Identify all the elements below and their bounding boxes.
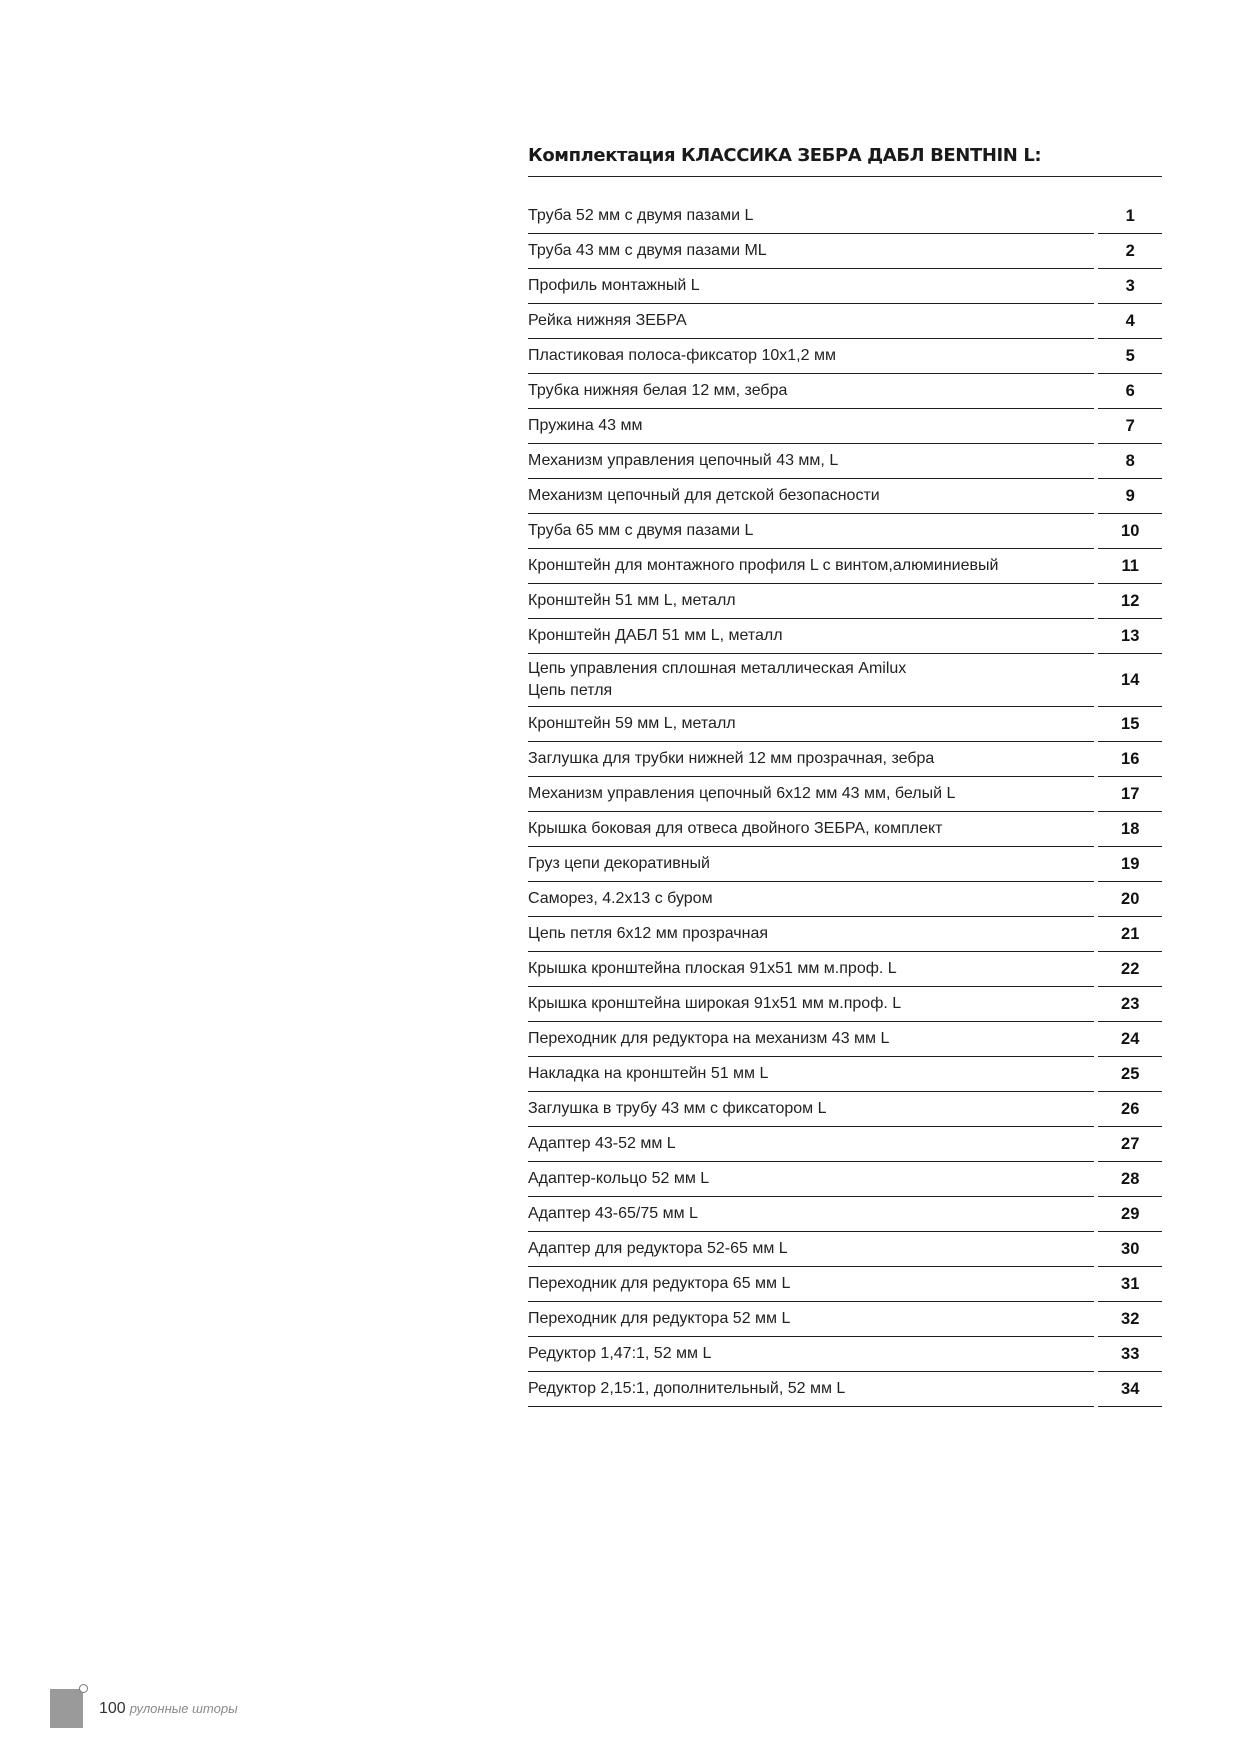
component-number: 30 xyxy=(1096,1232,1162,1267)
component-name: Трубка нижняя белая 12 мм, зебра xyxy=(528,374,1096,409)
component-name: Заглушка для трубки нижней 12 мм прозрачная, зебра xyxy=(528,742,1096,777)
table-row xyxy=(528,1057,1162,1092)
component-number: 16 xyxy=(1096,742,1162,777)
component-number: 20 xyxy=(1096,882,1162,917)
table-row xyxy=(528,584,1162,619)
table-row xyxy=(528,304,1162,339)
component-number: 21 xyxy=(1096,917,1162,952)
section-name: рулонные шторы xyxy=(129,1701,238,1716)
table-row xyxy=(528,199,1162,234)
component-number: 26 xyxy=(1096,1092,1162,1127)
component-name: Заглушка в трубу 43 мм с фиксатором L xyxy=(528,1092,1096,1127)
component-number: 8 xyxy=(1096,444,1162,479)
table-row xyxy=(528,777,1162,812)
component-number: 33 xyxy=(1096,1337,1162,1372)
component-name: Труба 43 мм с двумя пазами ML xyxy=(528,234,1096,269)
component-name: Крышка кронштейна широкая 91х51 мм м.проф. L xyxy=(528,987,1096,1022)
component-name: Адаптер 43-52 мм L xyxy=(528,1127,1096,1162)
table-row xyxy=(528,1162,1162,1197)
component-number: 2 xyxy=(1096,234,1162,269)
table-row xyxy=(528,882,1162,917)
component-name: Переходник для редуктора 52 мм L xyxy=(528,1302,1096,1337)
component-number: 24 xyxy=(1096,1022,1162,1057)
component-name: Адаптер для редуктора 52-65 мм L xyxy=(528,1232,1096,1267)
component-number: 25 xyxy=(1096,1057,1162,1092)
component-name: Цепь управления сплошная металлическая Amilux Цепь петля xyxy=(528,654,1096,707)
table-row xyxy=(528,619,1162,654)
table-row xyxy=(528,812,1162,847)
component-name: Крышка боковая для отвеса двойного ЗЕБРА, комплект xyxy=(528,812,1096,847)
footer-marker-dot xyxy=(79,1684,88,1693)
component-name: Накладка на кронштейн 51 мм L xyxy=(528,1057,1096,1092)
component-number: 27 xyxy=(1096,1127,1162,1162)
table-row xyxy=(528,742,1162,777)
components-table xyxy=(528,199,1162,1407)
component-number: 29 xyxy=(1096,1197,1162,1232)
component-number: 13 xyxy=(1096,619,1162,654)
component-number: 1 xyxy=(1096,199,1162,234)
table-row xyxy=(528,1267,1162,1302)
component-name: Пластиковая полоса-фиксатор 10х1,2 мм xyxy=(528,339,1096,374)
component-number: 28 xyxy=(1096,1162,1162,1197)
component-number: 7 xyxy=(1096,409,1162,444)
components-table-body xyxy=(528,199,1162,1407)
component-number: 31 xyxy=(1096,1267,1162,1302)
page-footer xyxy=(50,1689,238,1728)
table-row xyxy=(528,1197,1162,1232)
table-row xyxy=(528,987,1162,1022)
component-name: Переходник для редуктора 65 мм L xyxy=(528,1267,1096,1302)
table-row xyxy=(528,409,1162,444)
table-row xyxy=(528,654,1162,707)
component-name: Адаптер 43-65/75 мм L xyxy=(528,1197,1096,1232)
table-row xyxy=(528,1337,1162,1372)
component-name: Саморез, 4.2х13 с буром xyxy=(528,882,1096,917)
component-name: Крышка кронштейна плоская 91х51 мм м.проф. L xyxy=(528,952,1096,987)
component-number: 19 xyxy=(1096,847,1162,882)
component-name: Механизм цепочный для детской безопасности xyxy=(528,479,1096,514)
component-number: 15 xyxy=(1096,707,1162,742)
table-row xyxy=(528,479,1162,514)
table-row xyxy=(528,374,1162,409)
page-title: Комплектация КЛАССИКА ЗЕБРА ДАБЛ BENTHIN L: xyxy=(528,145,1162,177)
component-name: Кронштейн 59 мм L, металл xyxy=(528,707,1096,742)
table-row xyxy=(528,952,1162,987)
table-row xyxy=(528,549,1162,584)
table-row xyxy=(528,234,1162,269)
component-number: 34 xyxy=(1096,1372,1162,1407)
component-name: Кронштейн 51 мм L, металл xyxy=(528,584,1096,619)
component-name: Труба 65 мм с двумя пазами L xyxy=(528,514,1096,549)
table-row xyxy=(528,1127,1162,1162)
component-name: Кронштейн ДАБЛ 51 мм L, металл xyxy=(528,619,1096,654)
component-name: Цепь петля 6х12 мм прозрачная xyxy=(528,917,1096,952)
component-name: Механизм управления цепочный 6х12 мм 43 мм, белый L xyxy=(528,777,1096,812)
table-row xyxy=(528,707,1162,742)
component-number: 9 xyxy=(1096,479,1162,514)
component-name: Редуктор 2,15:1, дополнительный, 52 мм L xyxy=(528,1372,1096,1407)
components-section xyxy=(528,145,1162,1407)
component-name: Адаптер-кольцо 52 мм L xyxy=(528,1162,1096,1197)
component-number: 23 xyxy=(1096,987,1162,1022)
component-number: 10 xyxy=(1096,514,1162,549)
component-number: 12 xyxy=(1096,584,1162,619)
table-row xyxy=(528,917,1162,952)
table-row xyxy=(528,1372,1162,1407)
table-row xyxy=(528,339,1162,374)
table-row xyxy=(528,444,1162,479)
component-number: 5 xyxy=(1096,339,1162,374)
footer-marker xyxy=(50,1689,83,1728)
component-number: 22 xyxy=(1096,952,1162,987)
page-number: 100 xyxy=(99,1699,126,1717)
table-row xyxy=(528,1022,1162,1057)
component-name: Рейка нижняя ЗЕБРА xyxy=(528,304,1096,339)
component-number: 4 xyxy=(1096,304,1162,339)
table-row xyxy=(528,514,1162,549)
component-name: Переходник для редуктора на механизм 43 мм L xyxy=(528,1022,1096,1057)
table-row xyxy=(528,1302,1162,1337)
component-number: 11 xyxy=(1096,549,1162,584)
component-number: 17 xyxy=(1096,777,1162,812)
component-name: Труба 52 мм с двумя пазами L xyxy=(528,199,1096,234)
component-name: Груз цепи декоративный xyxy=(528,847,1096,882)
component-name: Редуктор 1,47:1, 52 мм L xyxy=(528,1337,1096,1372)
table-row xyxy=(528,269,1162,304)
table-row xyxy=(528,847,1162,882)
component-name: Кронштейн для монтажного профиля L с винтом,алюминиевый xyxy=(528,549,1096,584)
component-number: 6 xyxy=(1096,374,1162,409)
component-number: 3 xyxy=(1096,269,1162,304)
component-name: Пружина 43 мм xyxy=(528,409,1096,444)
component-number: 14 xyxy=(1096,654,1162,707)
component-name: Механизм управления цепочный 43 мм, L xyxy=(528,444,1096,479)
component-number: 18 xyxy=(1096,812,1162,847)
component-number: 32 xyxy=(1096,1302,1162,1337)
table-row xyxy=(528,1092,1162,1127)
component-name: Профиль монтажный L xyxy=(528,269,1096,304)
table-row xyxy=(528,1232,1162,1267)
